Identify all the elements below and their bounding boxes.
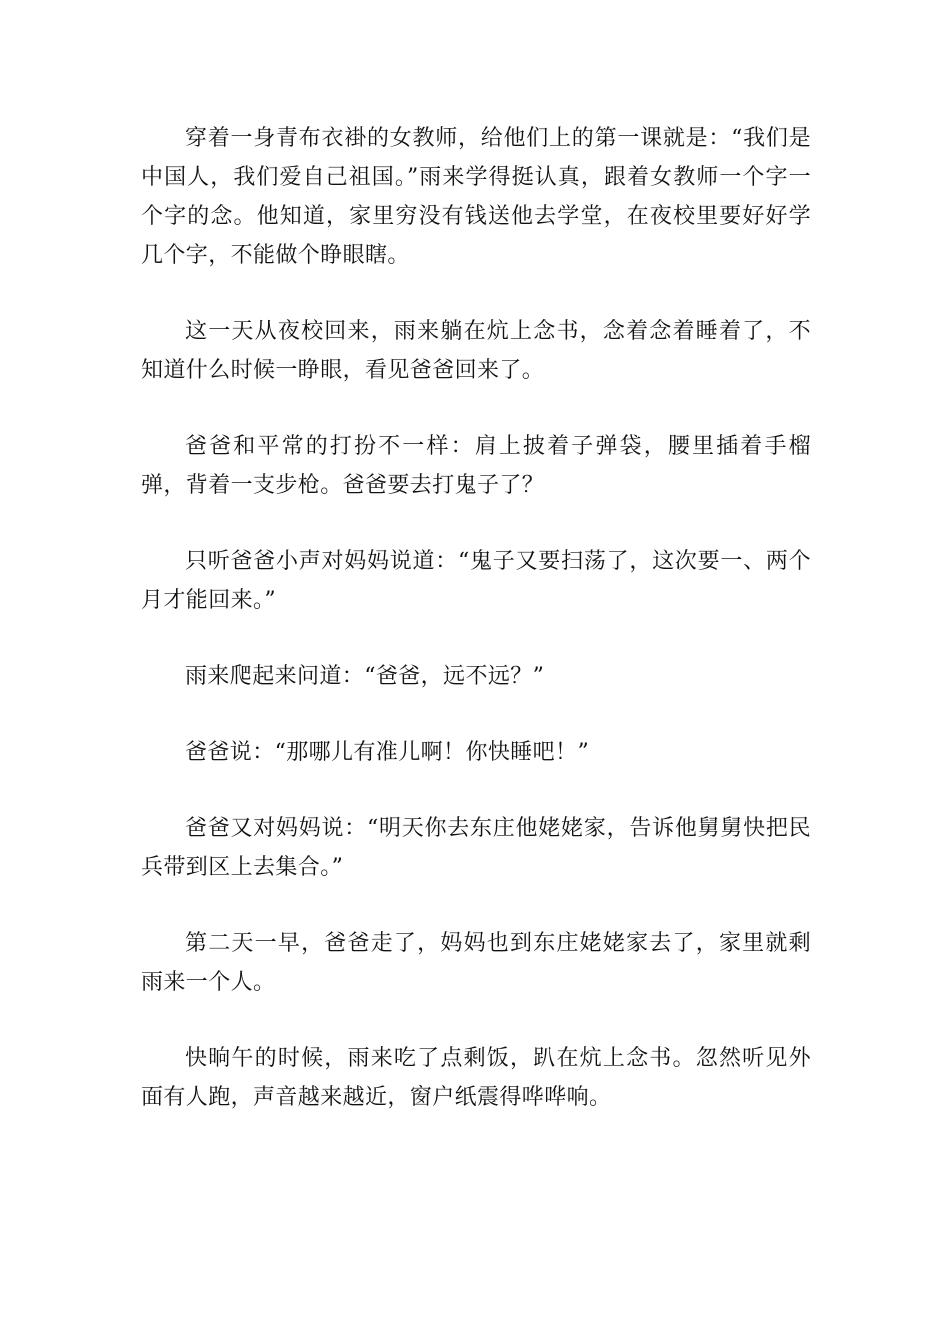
- paragraph-5: 雨来爬起来问道：“爸爸，远不远？”: [185, 664, 545, 689]
- paragraph-1: 穿着一身青布衣褂的女教师，给他们上的第一课就是：“我们是中国人，我们爱自己祖国。”雨来学得挺认真，跟着女教师一个字一个字的念。他知道，家里穷没有钱送他去学堂，在夜校里要好好学几个字，不能做个睁眼瞎。: [141, 126, 811, 268]
- paragraph-7: 爸爸又对妈妈说：“明天你去东庄他姥姥家，告诉他舅舅快把民兵带到区上去集合。”: [141, 816, 811, 880]
- paragraph-3: 爸爸和平常的打扮不一样：肩上披着子弹袋，腰里插着手榴弹，背着一支步枪。爸爸要去打鬼子了？: [141, 434, 811, 498]
- paragraph-6: 爸爸说：“那哪儿有准儿啊！你快睡吧！”: [185, 740, 590, 765]
- document-body: [141, 119, 811, 1154]
- paragraph-9: 快晌午的时候，雨来吃了点剩饭，趴在炕上念书。忽然听见外面有人跑，声音越来越近，窗户纸震得哗哗响。: [141, 1046, 811, 1110]
- paragraph-8: 第二天一早，爸爸走了，妈妈也到东庄姥姥家去了，家里就剩雨来一个人。: [141, 931, 811, 995]
- paragraph-4: 只听爸爸小声对妈妈说道：“鬼子又要扫荡了，这次要一、两个月才能回来。”: [141, 549, 811, 613]
- paragraph-2: 这一天从夜校回来，雨来躺在炕上念书，念着念着睡着了，不知道什么时候一睁眼，看见爸爸回来了。: [141, 319, 811, 383]
